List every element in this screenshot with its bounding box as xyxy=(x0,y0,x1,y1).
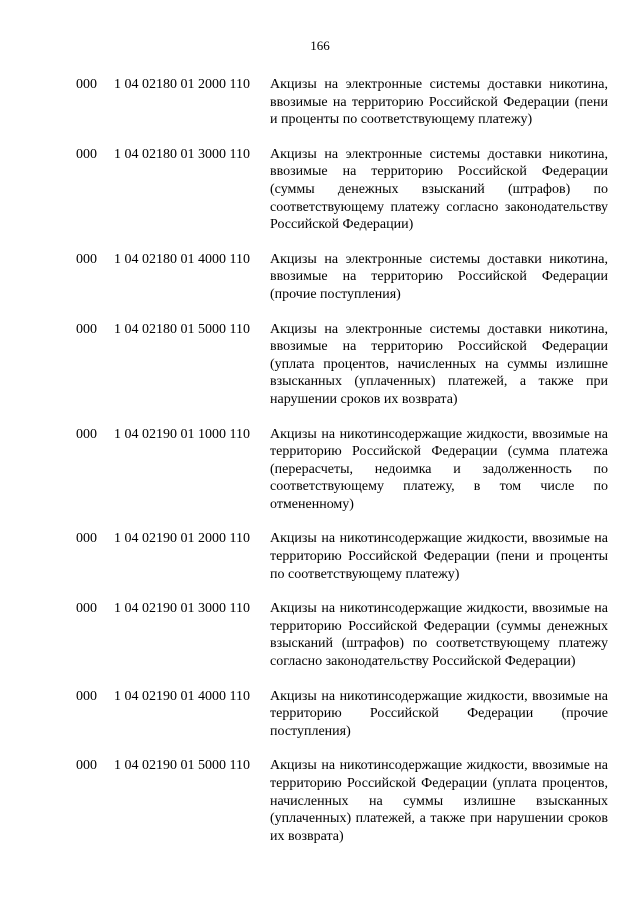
table-row xyxy=(76,76,610,129)
table-row xyxy=(76,251,610,304)
row-description: Акцизы на электронные системы доставки никотина, ввозимые на территорию Российской Федерации (пени и проценты по соответствующему платежу) xyxy=(270,77,608,128)
row-description: Акцизы на электронные системы доставки никотина, ввозимые на территорию Российской Федерации (суммы денежных взысканий (штрафов) по соответствующему платежу согласно законодательству Российской Федерации) xyxy=(270,146,608,233)
row-description: Акцизы на никотинсодержащие жидкости, ввозимые на территорию Российской Федерации (уплата процентов, начисленных на суммы излишне взысканных (уплаченных) платежей, а также при нарушении сроков их возврата) xyxy=(270,758,608,844)
table-row xyxy=(76,146,610,234)
budget-code: 1 04 02190 01 1000 110 xyxy=(114,426,250,442)
budget-classification-table xyxy=(76,76,610,862)
table-row xyxy=(76,530,610,583)
admin-code: 000 xyxy=(76,77,97,92)
admin-code: 000 xyxy=(76,758,97,774)
budget-code: 1 04 02180 01 4000 110 xyxy=(114,251,250,267)
row-description: Акцизы на электронные системы доставки никотина, ввозимые на территорию Российской Федерации (уплата процентов, начисленных на суммы излишне взысканных (уплаченных) платежей, а также при нарушении сроков их возврата) xyxy=(270,321,608,407)
budget-code: 1 04 02180 01 5000 110 xyxy=(114,321,250,337)
admin-code: 000 xyxy=(76,531,97,547)
budget-code: 1 04 02180 01 3000 110 xyxy=(114,146,250,162)
table-row xyxy=(76,600,610,670)
row-description: Акцизы на никотинсодержащие жидкости, ввозимые на территорию Российской Федерации (суммы денежных взысканий (штрафов) по соответствующему платежу согласно законодательству Российской Федерации) xyxy=(270,601,608,670)
budget-code: 1 04 02190 01 5000 110 xyxy=(114,758,250,774)
table-row xyxy=(76,321,610,409)
row-description: Акцизы на никотинсодержащие жидкости, ввозимые на территорию Российской Федерации (сумма платежа (перерасчеты, недоимка и задолженность по соответствующему платежу, в том числе по отмененному) xyxy=(270,426,608,512)
admin-code: 000 xyxy=(76,146,97,162)
admin-code: 000 xyxy=(76,601,97,617)
row-description: Акцизы на электронные системы доставки никотина, ввозимые на территорию Российской Федерации (прочие поступления) xyxy=(270,251,608,302)
table-row xyxy=(76,426,610,514)
admin-code: 000 xyxy=(76,688,97,704)
table-row xyxy=(76,688,610,741)
budget-code: 1 04 02190 01 4000 110 xyxy=(114,688,250,704)
row-description: Акцизы на никотинсодержащие жидкости, ввозимые на территорию Российской Федерации (пени и проценты по соответствующему платежу) xyxy=(270,531,608,582)
row-description: Акцизы на никотинсодержащие жидкости, ввозимые на территорию Российской Федерации (прочие поступления) xyxy=(270,688,608,739)
admin-code: 000 xyxy=(76,426,97,442)
admin-code: 000 xyxy=(76,251,97,267)
budget-code: 1 04 02190 01 3000 110 xyxy=(114,601,250,617)
page-number: 166 xyxy=(310,38,330,53)
table-row xyxy=(76,757,610,845)
budget-code: 1 04 02190 01 2000 110 xyxy=(114,531,250,547)
admin-code: 000 xyxy=(76,321,97,337)
budget-code: 1 04 02180 01 2000 110 xyxy=(114,77,250,92)
